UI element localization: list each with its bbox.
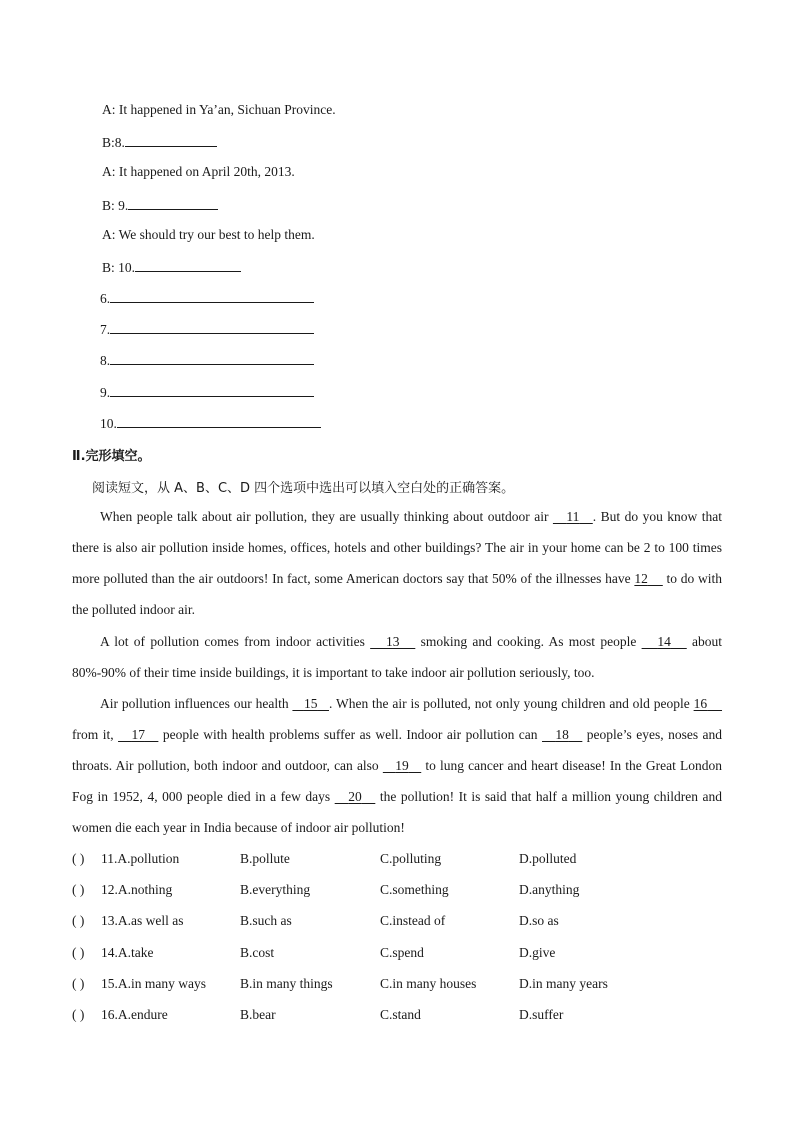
option-c[interactable]: C.spend [380,944,424,960]
question-number-and-option-a [101,882,172,898]
option-b[interactable]: B.bear [240,1007,276,1022]
answer-line-9 [100,383,314,401]
blank-15[interactable]: 15 [303,696,318,711]
question-number-and-option-a [101,851,179,867]
option-b[interactable]: B.pollute [240,851,290,866]
blank-20[interactable]: 20 [348,789,362,804]
answer-blank[interactable] [117,414,321,428]
blank-18[interactable]: 18 [555,727,569,742]
speaker-label: B: [102,260,115,275]
answer-bracket[interactable]: ( ) [72,944,85,960]
question-number: 13. [101,913,118,929]
question-number: 14. [101,944,118,960]
option-c[interactable]: C.something [380,882,449,898]
passage-text: to do with the polluted indoor air. [72,571,722,617]
option-b[interactable]: B.in many things [240,975,333,991]
passage-text: A lot of pollution comes from indoor activities [100,634,371,649]
option-a[interactable]: A.take [117,944,154,960]
dialogue-line-1 [102,102,336,118]
answer-blank[interactable] [125,133,217,147]
option-a[interactable]: A.as well as [117,913,184,929]
answer-blank[interactable] [110,320,314,334]
option-a[interactable]: A.endure [117,1007,168,1022]
answer-number: 8. [100,353,111,368]
option-c[interactable]: C.in many houses [380,975,477,991]
answer-line-7 [100,320,314,338]
question-number-and-option-a [101,945,153,961]
dialogue-text: It happened in Ya’an, Sichuan Province. [118,102,336,117]
answer-number: 10. [100,416,117,431]
dialogue-line-5 [102,227,315,243]
option-b[interactable]: B.cost [240,944,275,960]
option-d[interactable]: D.give [519,944,556,960]
answer-blank[interactable] [110,351,314,365]
answer-blank[interactable] [135,258,241,272]
answer-blank[interactable] [110,383,314,397]
dialogue-text: It happened on April 20th, 2013. [118,164,295,179]
question-number: 16. [101,1007,118,1022]
option-d[interactable]: D.suffer [519,1007,564,1022]
passage-text: . But do you know that there is also air pollution inside homes, offices, hotels and other buildings? The air in your home can be 2 to 100 times more polluted than the air outdoors! In fact, some American doctors say that 50% of the illnesses have [72,509,723,586]
question-number: 12. [101,882,118,898]
answer-line-10 [100,414,321,432]
section-title: Ⅱ.完形填空。 [72,449,151,464]
dialogue-line-6 [102,258,241,276]
answer-blank[interactable] [128,196,218,210]
question-number-and-option-a [101,976,206,992]
answer-blank[interactable] [110,289,314,303]
answer-number: 6. [100,291,111,306]
option-b[interactable]: B.everything [240,882,311,898]
passage-text: people’s eyes, noses and throats. Air pollution, both indoor and outdoor, can also [72,727,723,773]
option-d[interactable]: D.anything [519,882,580,898]
question-number: 11. [101,851,118,866]
dialogue-text: 8. [114,135,125,150]
answer-number: 7. [100,322,111,337]
passage-text: smoking and cooking. As most people [415,634,642,649]
answer-bracket[interactable]: ( ) [72,913,85,929]
section-instruction: 阅读短文，从 A、B、C、D 四个选项中选出可以填入空白处的正确答案。 [92,481,515,496]
blank-14[interactable]: 14 [657,634,671,649]
question-number: 15. [101,975,118,991]
option-d[interactable]: D.polluted [519,851,577,866]
speaker-label: B: [102,135,115,150]
dialogue-text: 10. [118,260,136,275]
dialogue-line-3 [102,164,295,180]
passage-text: . When the air is polluted, not only young children and old people [328,696,694,711]
option-b[interactable]: B.such as [240,913,292,929]
answer-bracket[interactable]: ( ) [72,1007,85,1022]
question-number-and-option-a [101,1007,168,1023]
answer-bracket[interactable]: ( ) [72,975,85,991]
passage-text: to lung cancer and heart disease! In the Great London Fog in 1952, 4, 000 people died in a few days [72,758,723,804]
dialogue-line-4 [102,196,218,214]
dialogue-text: We should try our best to help them. [118,227,315,242]
answer-bracket[interactable]: ( ) [72,882,85,898]
passage-text: people with health problems suffer as well. Indoor air pollution can [158,727,543,742]
passage-paragraph-3 [72,688,722,843]
speaker-label: B: [102,198,115,213]
answer-bracket[interactable]: ( ) [72,851,85,866]
dialogue-text: 9. [118,198,129,213]
blank-17[interactable]: 17 [131,727,145,742]
blank-11[interactable]: 11 [566,509,580,524]
blank-13[interactable]: 13 [385,634,400,649]
answer-number: 9. [100,385,111,400]
passage-text: Air pollution influences our health [100,696,293,711]
blank-16[interactable]: 16 [693,696,708,711]
passage-text: about 80%-90% of their time inside buildings, it is important to take indoor air pollution seriously, too. [72,634,723,680]
speaker-label: A: [102,164,116,179]
passage-text: When people talk about air pollution, they are usually thinking about outdoor air [100,509,553,524]
answer-line-6 [100,289,314,307]
passage-paragraph-2 [72,626,722,688]
answer-line-8 [100,351,314,369]
blank-19[interactable]: 19 [395,758,409,773]
speaker-label: A: [102,102,116,117]
option-a[interactable]: A.in many ways [117,975,206,991]
option-c[interactable]: C.stand [380,1007,421,1022]
option-c[interactable]: C.instead of [380,913,446,929]
option-a[interactable]: A.nothing [117,882,173,898]
passage-text: from it, [72,727,119,742]
passage-text: the pollution! It is said that half a million young children and women die each year in India because of indoor air pollution! [72,789,722,835]
passage-paragraph-1 [72,501,722,625]
option-d[interactable]: D.so as [519,913,559,929]
dialogue-line-2 [102,133,217,151]
blank-12[interactable]: 12 [634,571,648,586]
speaker-label: A: [102,227,116,242]
question-number-and-option-a [101,913,183,929]
option-d[interactable]: D.in many years [519,975,608,991]
option-a[interactable]: A.pollution [117,851,180,866]
option-c[interactable]: C.polluting [380,851,442,866]
